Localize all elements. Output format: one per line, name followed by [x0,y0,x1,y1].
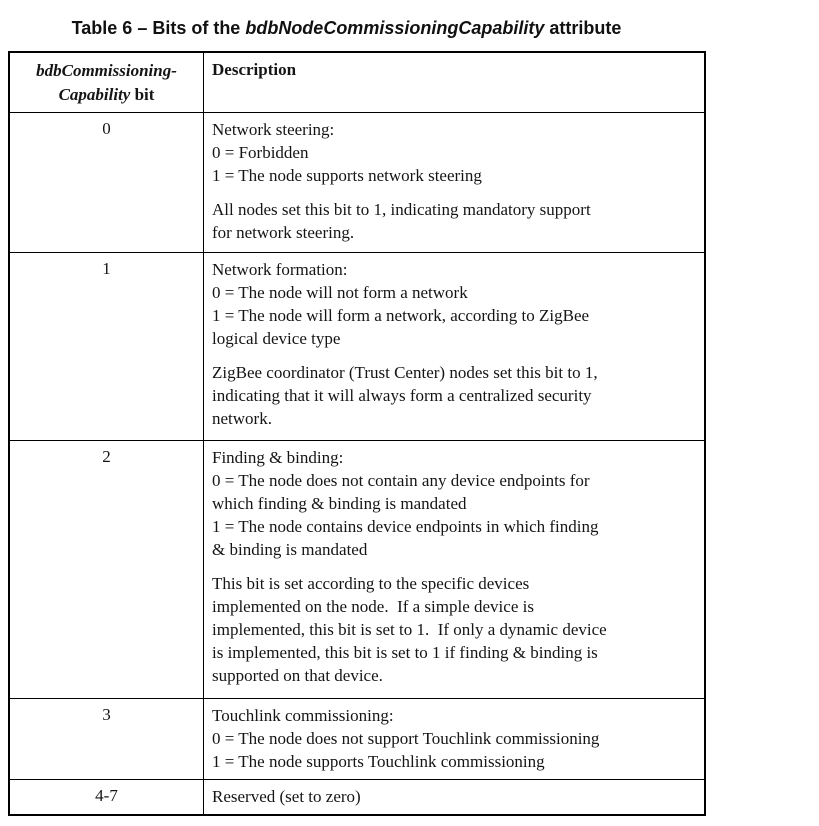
description-cell [204,779,706,815]
description-line: 1 = The node supports network steering [212,165,482,185]
description-line: Network formation: [212,259,348,279]
bit-cell [9,779,204,815]
description-line: network. [212,408,272,428]
description-line: 0 = The node does not support Touchlink commissioning [212,728,600,748]
description-line: is implemented, this bit is set to 1 if finding & binding is [212,642,598,662]
description-line: All nodes set this bit to 1, indicating mandatory support [212,199,591,219]
description-line: 0 = The node does not contain any device endpoints for [212,470,590,490]
bit-value: 3 [102,704,111,724]
bit-value: 1 [102,258,111,278]
capability-bits-table [8,51,706,816]
bit-cell [9,698,204,779]
bit-value: 4-7 [95,785,118,805]
description-paragraph [212,446,698,561]
description-note [212,572,698,687]
description-line: Network steering: [212,119,335,139]
description-cell [204,698,706,779]
description-line: Touchlink commissioning: [212,705,394,725]
table-row [9,440,705,698]
header-bit-line1: bdbCommissioning- [36,61,177,80]
description-line: implemented, this bit is set to 1. If only a dynamic device [212,619,607,639]
description-line: & binding is mandated [212,539,368,559]
description-paragraph [212,785,698,808]
description-paragraph [212,704,698,773]
description-line: for network steering. [212,222,355,242]
description-line: Reserved (set to zero) [212,786,361,806]
header-bit-line2: Capability bit [58,85,155,104]
caption-suffix: attribute [544,18,622,38]
description-line: 1 = The node contains device endpoints in which finding [212,516,599,536]
caption-attribute-name: bdbNodeCommissioningCapability [245,18,545,38]
description-cell [204,252,706,440]
header-description-label: Description [212,60,297,79]
description-line: implemented on the node. If a simple device is [212,596,534,616]
description-line: supported on that device. [212,665,383,685]
description-line: which finding & binding is mandated [212,493,467,513]
bit-cell [9,112,204,252]
caption-prefix: Table 6 – Bits of the [71,18,246,38]
table-caption [8,0,685,51]
bit-value: 2 [102,446,111,466]
header-row [9,52,705,112]
description-line: 1 = The node supports Touchlink commissioning [212,751,545,771]
description-paragraph [212,118,698,187]
bit-cell [9,252,204,440]
bit-value: 0 [102,118,111,138]
description-line: ZigBee coordinator (Trust Center) nodes set this bit to 1, [212,362,598,382]
description-line: Finding & binding: [212,447,344,467]
description-line: logical device type [212,328,341,348]
table-row [9,112,705,252]
description-note [212,361,698,430]
bit-cell [9,440,204,698]
table-row [9,252,705,440]
table-row [9,698,705,779]
description-paragraph [212,258,698,350]
description-line: 1 = The node will form a network, according to ZigBee [212,305,590,325]
description-cell [204,112,706,252]
table-row [9,779,705,815]
description-line: 0 = Forbidden [212,142,309,162]
header-description-column [204,52,706,112]
header-bit-column [9,52,204,112]
description-line: 0 = The node will not form a network [212,282,468,302]
description-note [212,198,698,244]
description-line: indicating that it will always form a centralized security [212,385,592,405]
description-line: This bit is set according to the specific devices [212,573,530,593]
description-cell [204,440,706,698]
